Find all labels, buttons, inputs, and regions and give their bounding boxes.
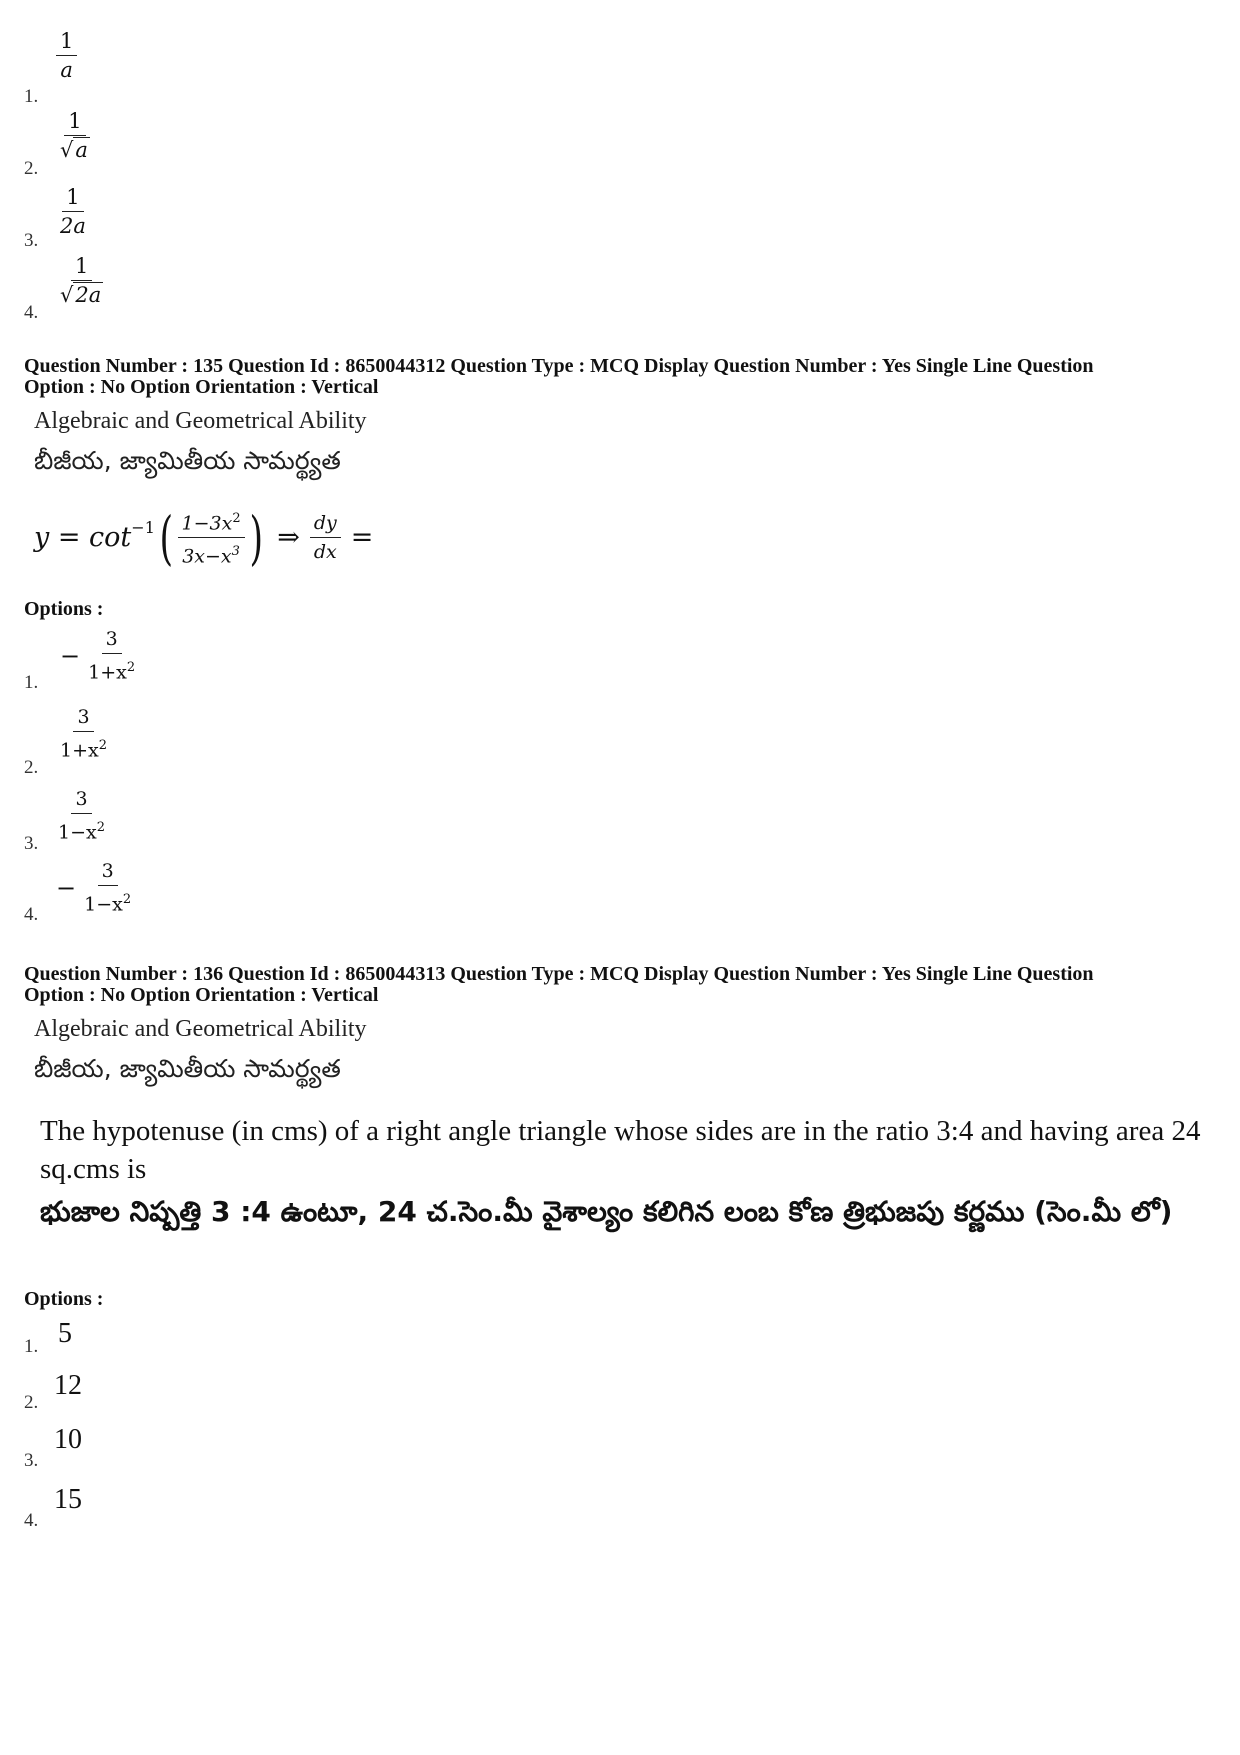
question-meta-136: Question Number : 136 Question Id : 8650044313 Question Type : MCQ Display Question Number : Yes Single Line Question Option : No Option Orientation : Vertical	[24, 963, 1094, 1006]
option-number: 2.	[24, 158, 39, 179]
option-number: 3.	[24, 230, 39, 251]
option-number: 3.	[24, 1450, 39, 1471]
option-number: 2.	[24, 757, 39, 778]
option-number: 4.	[24, 904, 39, 925]
formula-exponent: −1	[131, 518, 155, 538]
question-text-english: The hypotenuse (in cms) of a right angle triangle whose sides are in the ratio 3:4 and having area 24 sq.cms is	[40, 1115, 1201, 1185]
sqrt-symbol: √a	[60, 138, 88, 162]
option-fraction: $\frac{1}{√2a}$	[60, 254, 102, 307]
option-1[interactable]: 5	[58, 1318, 72, 1349]
options-label: Options :	[24, 1288, 104, 1310]
subject-english: Algebraic and Geometrical Ability	[34, 408, 367, 434]
question-formula	[34, 503, 374, 572]
option-fraction: $\frac{1}{√a}$	[60, 109, 88, 162]
subject-telugu: బీజీయ, జ్యామితీయ సామర్థ్యత	[34, 446, 341, 475]
left-paren: (	[159, 503, 173, 572]
sqrt-symbol: √2a	[60, 283, 102, 307]
formula-lhs: y = cot	[34, 522, 132, 554]
equals-sign: =	[350, 522, 374, 554]
option-2[interactable]: $\frac{3}{1+x^2}$	[60, 706, 108, 762]
option-number: 4.	[24, 1510, 39, 1531]
option-4[interactable]: 15	[54, 1484, 82, 1515]
options-label: Options :	[24, 598, 104, 620]
question-meta-135: Question Number : 135 Question Id : 8650044312 Question Type : MCQ Display Question Number : Yes Single Line Question Option : No Option Orientation : Vertical	[24, 355, 1094, 398]
option-number: 4.	[24, 302, 39, 323]
derivative-fraction: $\frac{dy}{dx}$	[310, 512, 341, 563]
right-paren: )	[249, 503, 263, 572]
option-number: 1.	[24, 672, 39, 693]
option-fraction: $\frac{1}{a}$	[56, 30, 77, 81]
option-3[interactable]: $\frac{3}{1-x^2}$	[58, 788, 106, 844]
option-fraction: $\frac{1}{2a}$	[60, 185, 86, 238]
option-2[interactable]: 12	[54, 1370, 82, 1401]
subject-english: Algebraic and Geometrical Ability	[34, 1016, 367, 1042]
option-number: 2.	[24, 1392, 39, 1413]
option-number: 1.	[24, 1336, 39, 1357]
question-text-telugu: భుజాల నిష్పత్తి 3 :4 ఉంటూ, 24 చ.సెం.మీ వైశాల్యం కలిగిన లంబ కోణ త్రిభుజపు కర్ణము (సెం.మీ లో)	[40, 1195, 1173, 1228]
option-3[interactable]: 10	[54, 1424, 82, 1455]
option-number: 3.	[24, 833, 39, 854]
option-number: 1.	[24, 86, 39, 107]
implies-arrow: ⇒	[277, 522, 300, 554]
formula-fraction: $\frac{1-3x^2}{3x-x^3}$	[178, 508, 245, 568]
subject-telugu: బీజీయ, జ్యామితీయ సామర్థ్యత	[34, 1054, 341, 1083]
option-4[interactable]: − $\frac{3}{1-x^2}$	[56, 860, 132, 916]
option-1[interactable]: − $\frac{3}{1+x^2}$	[60, 628, 136, 684]
